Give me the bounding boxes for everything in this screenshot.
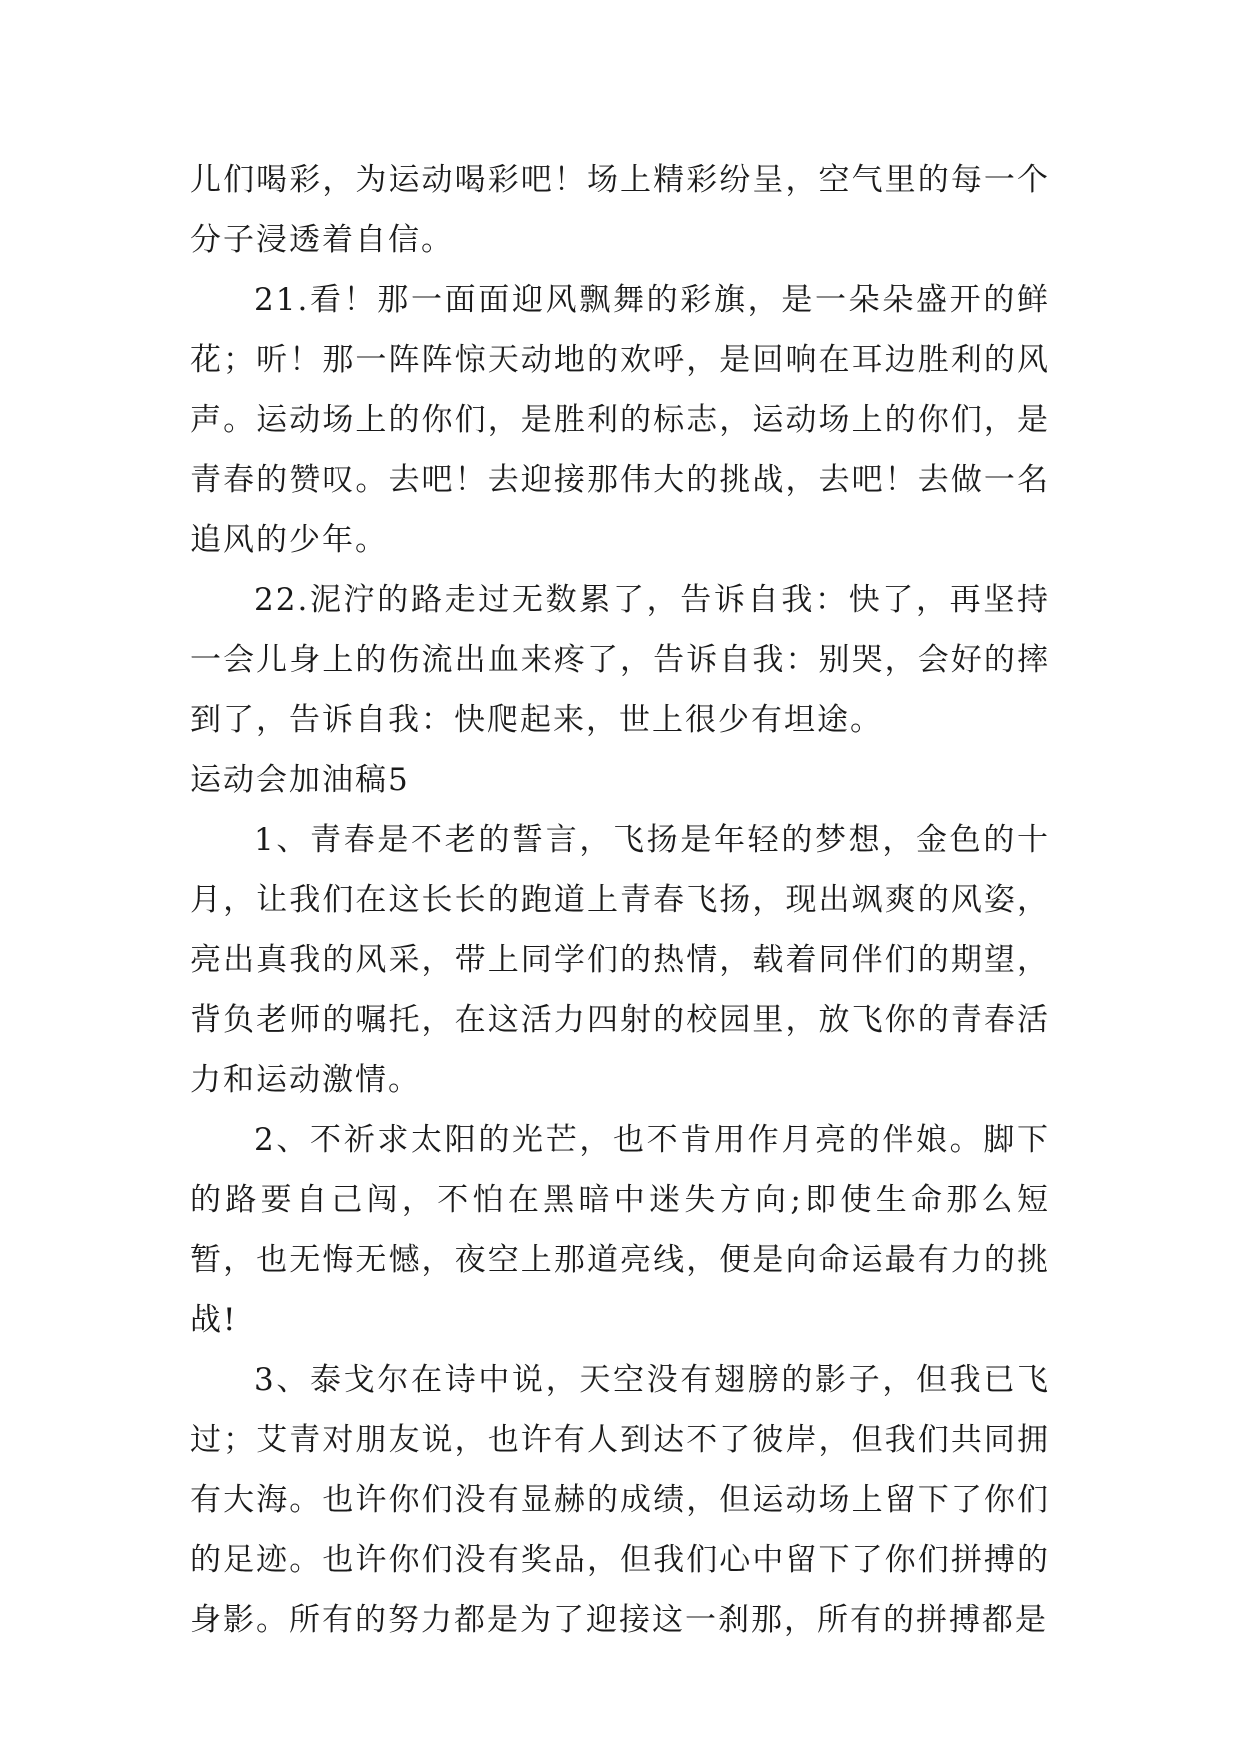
paragraph-2: 2、不祈求太阳的光芒，也不肯用作月亮的伴娘。脚下的路要自己闯，不怕在黑暗中迷失方向;即使生命那么短暂，也无悔无憾，夜空上那道亮线，便是向命运最有力的挑战! <box>190 1122 1050 1338</box>
paragraph-3: 3、泰戈尔在诗中说，天空没有翅膀的影子，但我已飞过；艾青对朋友说，也许有人到达不了彼岸，但我们共同拥有大海。也许你们没有显赫的成绩，但运动场上留下了你们的足迹。也许你们没有奖品，但我们心中留下了你们拼搏的身影。所有的努力都是为了迎接这一刹那，所有的拼搏都是 <box>190 1362 1050 1638</box>
paragraph-1: 1、青春是不老的誓言，飞扬是年轻的梦想，金色的十月，让我们在这长长的跑道上青春飞扬，现出飒爽的风姿，亮出真我的风采，带上同学们的热情，载着同伴们的期望，背负老师的嘱托，在这活力四射的校园里，放飞你的青春活力和运动激情。 <box>190 822 1050 1098</box>
section-heading: 运动会加油稿5 <box>190 762 410 798</box>
paragraph-22: 22.泥泞的路走过无数累了，告诉自我：快了，再坚持一会儿身上的伤流出血来疼了，告诉自我：别哭，会好的摔到了，告诉自我：快爬起来，世上很少有坦途。 <box>190 582 1050 738</box>
paragraph-continuation: 儿们喝彩，为运动喝彩吧！场上精彩纷呈，空气里的每一个分子浸透着自信。 <box>190 162 1050 258</box>
paragraph-21: 21.看！那一面面迎风飘舞的彩旗，是一朵朵盛开的鲜花；听！那一阵阵惊天动地的欢呼，是回响在耳边胜利的风声。运动场上的你们，是胜利的标志，运动场上的你们，是青春的赞叹。去吧！去迎接那伟大的挑战，去吧！去做一名追风的少年。 <box>190 282 1050 558</box>
document-body <box>190 150 1050 1650</box>
